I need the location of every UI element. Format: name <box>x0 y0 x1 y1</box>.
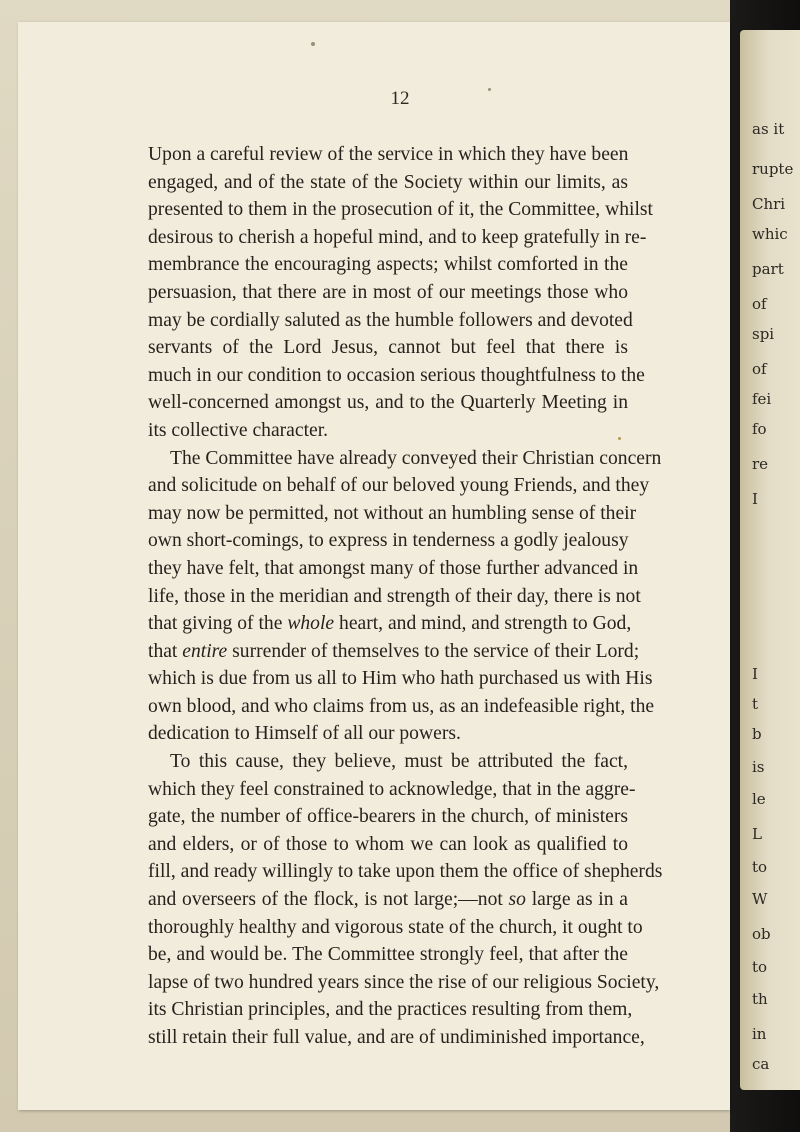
text-line: fill, and ready willingly to take upon them the office of shepherds <box>148 861 663 883</box>
adjacent-page-fragment: rupte <box>752 160 794 178</box>
text-line: To this cause, they believe, must be attributed the fact, <box>170 751 628 773</box>
adjacent-page-fragment: th <box>752 990 768 1008</box>
adjacent-page-fragment: of <box>752 295 767 313</box>
adjacent-page-fragment: fo <box>752 420 767 438</box>
adjacent-page-fragment: fei <box>752 390 772 408</box>
text-line: may now be permitted, not without an humbling sense of their <box>148 502 637 524</box>
text-line: its collective character. <box>148 419 329 441</box>
text-line: membrance the encouraging aspects; whilst comforted in the <box>148 254 628 276</box>
adjacent-page-fragment: ob <box>752 925 771 943</box>
text-line: that giving of the whole heart, and mind, and strength to God, <box>148 613 632 635</box>
adjacent-page-fragment: t <box>752 695 759 713</box>
adjacent-page-fragment: part <box>752 260 784 278</box>
text-line: that entire surrender of themselves to the service of their Lord; <box>148 640 640 662</box>
adjacent-page-fragment: as it <box>752 120 785 138</box>
adjacent-page-fragment: L <box>752 825 762 843</box>
text-line: desirous to cherish a hopeful mind, and to keep gratefully in re- <box>148 226 647 248</box>
adjacent-page-fragment: whic <box>752 225 788 243</box>
page-number: 12 <box>390 88 410 109</box>
text-line: which is due from us all to Him who hath purchased us with His <box>148 668 653 690</box>
text-line: own blood, and who claims from us, as an indefeasible right, the <box>148 695 655 717</box>
text-line: dedication to Himself of all our powers. <box>148 723 461 745</box>
adjacent-page-fragment: is <box>752 758 765 776</box>
text-line: own short-comings, to express in tenderness a godly jealousy <box>148 530 629 552</box>
adjacent-page-fragment: le <box>752 790 766 808</box>
adjacent-page-fragment: Chri <box>752 195 786 213</box>
adjacent-page-fragment: re <box>752 455 769 473</box>
adjacent-page <box>740 30 800 1090</box>
adjacent-page-fragment: spi <box>752 325 775 343</box>
text-line: Upon a careful review of the service in which they have been <box>148 144 629 165</box>
text-line: lapse of two hundred years since the rise of our religious Society, <box>148 971 660 993</box>
adjacent-page-fragment: in <box>752 1025 767 1043</box>
adjacent-page-fragment: ca <box>752 1055 770 1073</box>
text-line: well-concerned amongst us, and to the Quarterly Meeting in <box>148 392 628 414</box>
text-line: The Committee have already conveyed their Christian concern <box>170 447 662 469</box>
text-line: thoroughly healthy and vigorous state of the church, it ought to <box>148 916 643 938</box>
adjacent-page-fragment: b <box>752 725 762 743</box>
text-line: gate, the number of office-bearers in the church, of ministers <box>148 806 628 828</box>
text-line: they have felt, that amongst many of those further advanced in <box>148 557 639 579</box>
text-line: engaged, and of the state of the Society within our limits, as <box>148 171 628 193</box>
text-line: persuasion, that there are in most of our meetings those who <box>148 281 628 303</box>
text-line: and elders, or of those to whom we can look as qualified to <box>148 833 628 855</box>
text-line: presented to them in the prosecution of it, the Committee, whilst <box>148 199 653 221</box>
text-line: its Christian principles, and the practices resulting from them, <box>148 999 633 1021</box>
text-line: may be cordially saluted as the humble followers and devoted <box>148 309 633 331</box>
text-line: be, and would be. The Committee strongly feel, that after the <box>148 944 628 966</box>
text-line: servants of the Lord Jesus, cannot but feel that there is <box>148 337 628 359</box>
adjacent-page-fragment: W <box>752 890 768 908</box>
body-text <box>148 141 663 1052</box>
adjacent-page-fragment: I <box>752 490 758 508</box>
text-line: which they feel constrained to acknowledge, that in the aggre- <box>148 778 636 800</box>
text-line: life, those in the meridian and strength of their day, there is not <box>148 585 641 607</box>
adjacent-page-fragment: of <box>752 360 767 378</box>
adjacent-page-fragment: to <box>752 958 768 976</box>
text-line: and overseers of the flock, is not large;—not so large as in a <box>148 889 628 911</box>
text-line: and solicitude on behalf of our beloved young Friends, and they <box>148 475 650 497</box>
adjacent-page-fragment: to <box>752 858 768 876</box>
paper-speck <box>311 42 315 46</box>
text-line: still retain their full value, and are of undiminished importance, <box>148 1027 645 1048</box>
adjacent-page-fragment: I <box>752 665 758 683</box>
text-line: much in our condition to occasion serious thoughtfulness to the <box>148 364 645 386</box>
